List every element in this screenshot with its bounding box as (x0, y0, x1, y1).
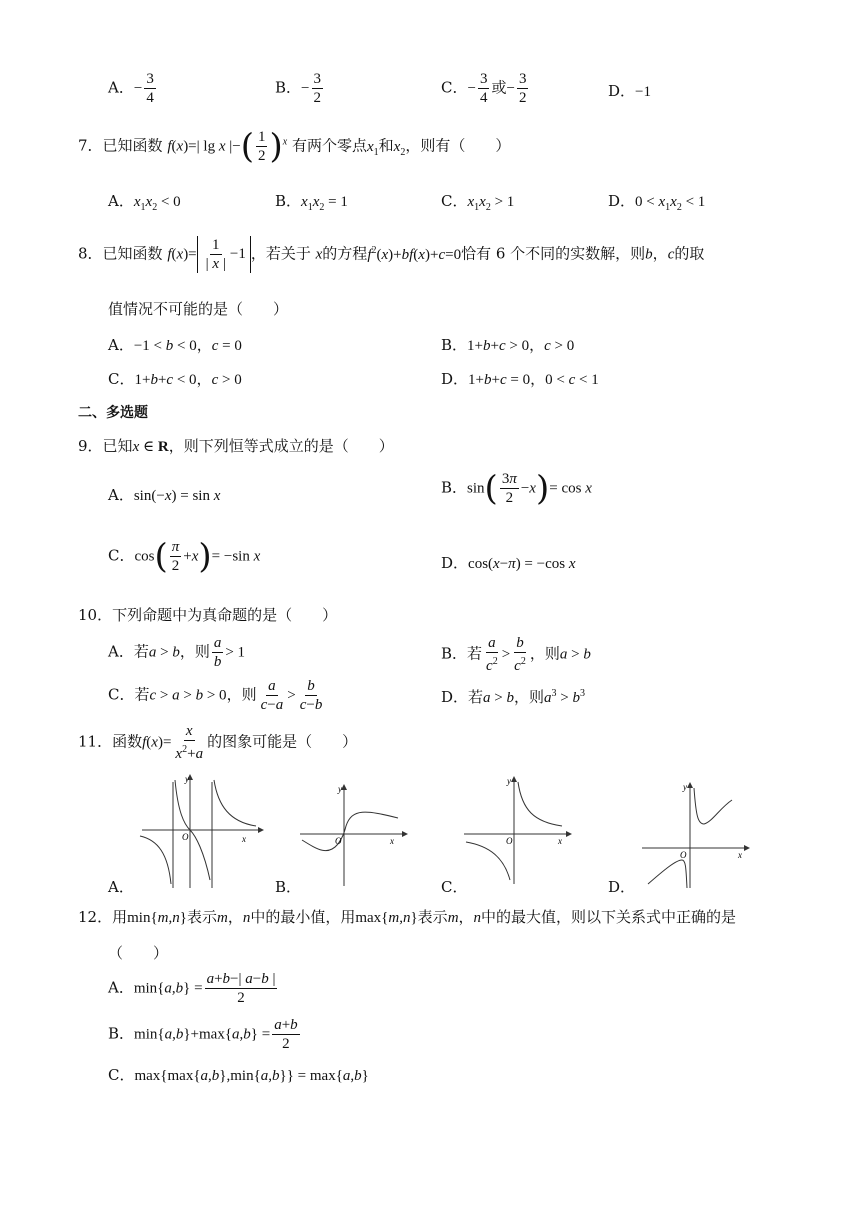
graph-c-label: C． (441, 878, 468, 896)
q7-option-b: B．$x_1x_2 = 1$ (275, 192, 348, 213)
svg-text:y: y (185, 774, 189, 784)
q10-option-a: A．若a > b，则 $\frac{a}{b}$ > 1 (108, 635, 246, 670)
q9-option-c: C．cos( $\frac{\pi}{2}$ +x)= −sin x (108, 536, 261, 577)
q7-option-c: C．$x_1x_2 > 1$ (441, 192, 515, 213)
q9-option-a: A．sin(−x) = sin x (108, 486, 221, 504)
q12-option-c: C．max{max{a,b},min{a,b}} = max{a,b} (108, 1066, 369, 1084)
q6-option-c: C．− $\frac{3}{4}$ 或− $\frac{3}{2}$ (441, 71, 527, 106)
graph-b (298, 782, 410, 888)
svg-text:y: y (683, 782, 687, 792)
q7-option-d: D．$0 < x_1x_2 < 1$ (608, 192, 706, 213)
svg-text:x: x (558, 836, 562, 846)
graph-b-label: B． (275, 878, 302, 896)
q10-option-b: B．若 $\frac{a}{c^2}$ > $\frac{b}{c^2}$ ，则a > b (441, 635, 591, 674)
question-10: 10．下列命题中为真命题的是（ ） (78, 606, 338, 624)
q6-option-a: A．− $\frac{3}{4}$ (108, 71, 154, 106)
q8-line2: 值情况不可能的是（ ） (108, 300, 289, 318)
question-12: 12．用min{m,n}表示m，n中的最小值，用max{m,n}表示m，n中的最大值，则以下关系式中正确的是 (78, 908, 737, 926)
section-title-multi-choice: 二、多选题 (78, 405, 148, 421)
q8-option-a: A．−1 < b < 0，c = 0 (108, 336, 242, 354)
q12-option-b: B．min{a,b}+max{a,b} = $\frac{a+b}{2}$ (108, 1017, 298, 1052)
graph-a-label: A． (108, 878, 134, 896)
svg-text:x: x (242, 834, 246, 844)
question-7: 7．已知函数 f(x)=| lg x |−( $\frac{1}{2}$ )$^x$ 有两个零点$x_1$和$x_2$，则有（ ） (78, 126, 511, 167)
q10-option-c: C．若c > a > b > 0，则 $\frac{a}{c-a}$ > $\frac{b}{c-b}$ (108, 678, 323, 713)
svg-text:x: x (390, 836, 394, 846)
q9-option-d: D．cos(x−π) = −cos x (441, 554, 576, 572)
svg-text:O: O (506, 836, 513, 846)
svg-text:O: O (680, 850, 687, 860)
svg-text:y: y (507, 776, 511, 786)
q6-option-d: D．−1 (608, 82, 651, 100)
question-11: 11．函数f(x)= $\frac{x}{x^2+a}$ 的图象可能是（ ） (78, 723, 358, 762)
graph-c (462, 774, 574, 886)
q10-option-d: D．若a > b，则$a^3 > b^3$ (441, 688, 585, 706)
graph-a (138, 772, 266, 890)
svg-text:x: x (738, 850, 742, 860)
graph-d (640, 780, 752, 890)
svg-text:O: O (335, 836, 342, 846)
question-9: 9．已知x ∈ R，则下列恒等式成立的是（ ） (78, 437, 394, 455)
q12-paren: （ ） (108, 944, 169, 962)
q8-option-c: C．1+b+c < 0，c > 0 (108, 370, 242, 388)
svg-text:y: y (338, 784, 342, 794)
q6-option-b: B．− $\frac{3}{2}$ (275, 71, 321, 106)
q8-option-d: D．1+b+c = 0，0 < c < 1 (441, 370, 599, 388)
graph-d-label: D． (608, 878, 636, 896)
q9-option-b: B．sin( $\frac{3\pi}{2}$ −x)= cos x (441, 468, 592, 509)
q8-option-b: B．1+b+c > 0，c > 0 (441, 336, 575, 354)
q7-option-a: A．$x_1x_2 < 0$ (108, 192, 181, 213)
q12-option-a: A．min{a,b} = $\frac{a+b-| a-b |}{2}$ (108, 971, 276, 1006)
question-8: 8．已知函数 f(x)= $\frac{1}{| x |}$ −1 ，若关于 x的方程$f^2(x)+bf(x)+c=0$恰有 6 个不同的实数解，则b，c的取 (78, 237, 705, 272)
svg-text:O: O (182, 832, 189, 842)
